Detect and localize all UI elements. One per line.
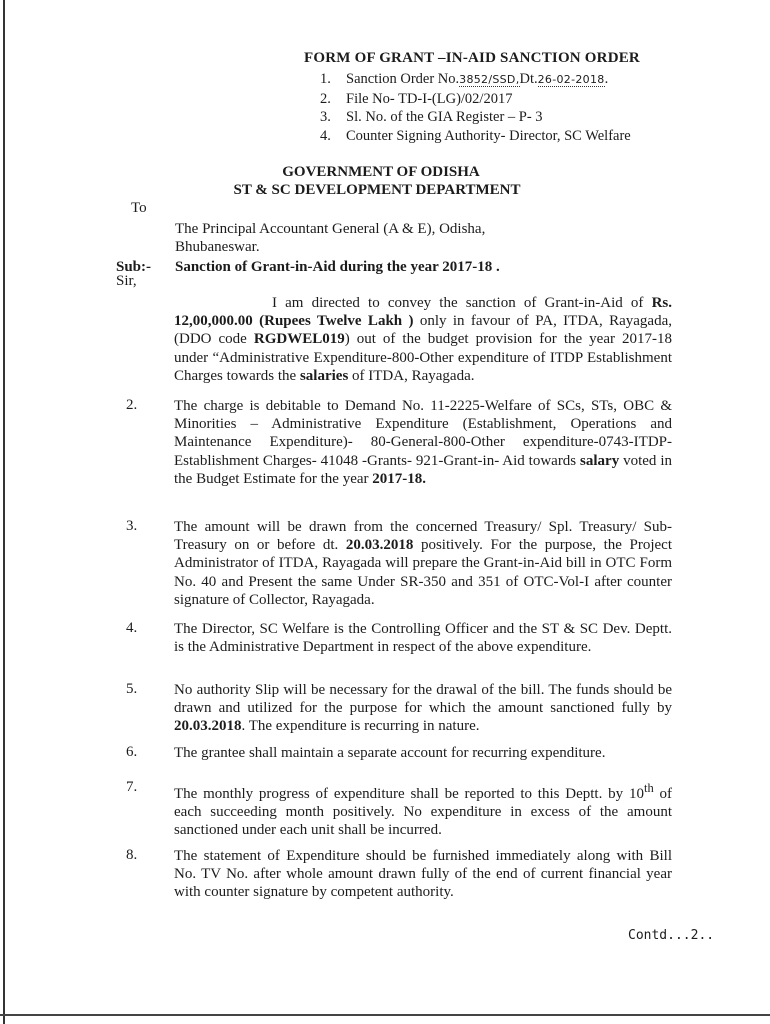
paragraph-number: 8.: [126, 847, 138, 863]
sanction-order-label: Sanction Order No.: [346, 71, 460, 87]
to-label: To: [131, 200, 147, 216]
sanction-amount: Rs. 12,00,000.00 (Rupees Twelve Lakh ): [174, 295, 672, 330]
form-item-register: 3. Sl. No. of the GIA Register – P- 3: [320, 109, 543, 126]
form-title: FORM OF GRANT –IN-AID SANCTION ORDER: [304, 50, 640, 66]
paragraph-number: 3.: [126, 518, 138, 534]
scan-edge-left: [3, 0, 5, 1024]
form-details-list: [320, 70, 631, 146]
paragraph-number: 4.: [126, 620, 138, 636]
scan-edge-bottom: [0, 1014, 770, 1016]
paragraph-6: The grantee shall maintain a separate account for recurring expenditure.: [174, 745, 606, 761]
paragraph-number: 5.: [126, 681, 138, 697]
paragraph-1: I am directed to convey the sanction of Grant-in-Aid of Rs. 12,00,000.00 (Rupees Twelve Lakh ) only in favour of PA, ITDA, Rayagada, (DDO code RGDWEL019) out of the budget provision for the year 2017-18 under “Administrative Expenditure-800-Other expenditure of ITDP Establishment Charges towards the salaries of ITDA, Rayagada.: [174, 295, 672, 384]
form-item-authority: 4. Counter Signing Authority- Director, SC Welfare: [320, 128, 631, 145]
subject-label: Sub:-: [116, 259, 152, 275]
form-item-file-no: 2. File No- TD-I-(LG)/02/2017: [320, 90, 513, 107]
government-heading: GOVERNMENT OF ODISHA: [282, 164, 480, 180]
sanction-order-date: 26-02-2018: [537, 73, 605, 86]
ddo-code: RGDWEL019: [253, 331, 345, 348]
paragraph-number: 7.: [126, 779, 138, 795]
paragraph-8: The statement of Expenditure should be furnished immediately along with Bill No. TV No. after whole amount drawn fully of the end of current financial year with counter signature by competent authority.: [174, 848, 672, 901]
paragraph-4: The Director, SC Welfare is the Controlling Officer and the ST & SC Dev. Deptt. is the Administrative Department in respect of the above expenditure.: [174, 621, 672, 656]
date-label: Dt.: [519, 71, 538, 87]
paragraph-7: The monthly progress of expenditure shall be reported to this Deptt. by 10th of each succeeding month positively. No expenditure in excess of the amount sanctioned under each unit shall be incurred.: [174, 781, 673, 839]
form-item-sanction-order: 1. Sanction Order No.3852/SSD,Dt.26-02-2018.: [320, 71, 609, 87]
paragraph-2: The charge is debitable to Demand No. 11-2225-Welfare of SCs, STs, OBC & Minorities – Administrative Expenditure (Establishment, Operations and Maintenance Expenditure)- 80-General-800-Other expenditure-0743-ITDP-Establishment Charges- 41048 -Grants- 921-Grant-in- Aid towards salary voted in the Budget Estimate for the year 2017-18.: [174, 398, 672, 487]
sanction-order-number: 3852/SSD,: [459, 73, 520, 86]
paragraph-3: The amount will be drawn from the concerned Treasury/ Spl. Treasury/ Sub-Treasury on or before dt. 20.03.2018 positively. For the purpose, the Project Administrator of ITDA, Rayagada will prepare the Grant-in-Aid bill in OTC Form No. 40 and Present the same Under SR-350 and 351 of OTC-Vol-I after counter signature of Collector, Rayagada.: [174, 519, 672, 608]
subject-text: Sanction of Grant-in-Aid during the year 2017-18 .: [175, 259, 500, 275]
drawal-date: 20.03.2018: [345, 537, 414, 554]
paragraph-number: 6.: [126, 744, 138, 760]
continued-marker: Contd...2..: [628, 928, 715, 943]
department-heading: ST & SC DEVELOPMENT DEPARTMENT: [233, 182, 521, 198]
paragraph-5: No authority Slip will be necessary for the drawal of the bill. The funds should be drawn and utilized for the purpose for which the amount sanctioned fully by 20.03.2018. The expenditure is recurring in nature.: [174, 682, 672, 735]
recipient-address: The Principal Accountant General (A & E), Odisha, Bhubaneswar.: [175, 221, 486, 255]
salutation: Sir,: [116, 273, 137, 289]
paragraph-number: 2.: [126, 397, 138, 413]
